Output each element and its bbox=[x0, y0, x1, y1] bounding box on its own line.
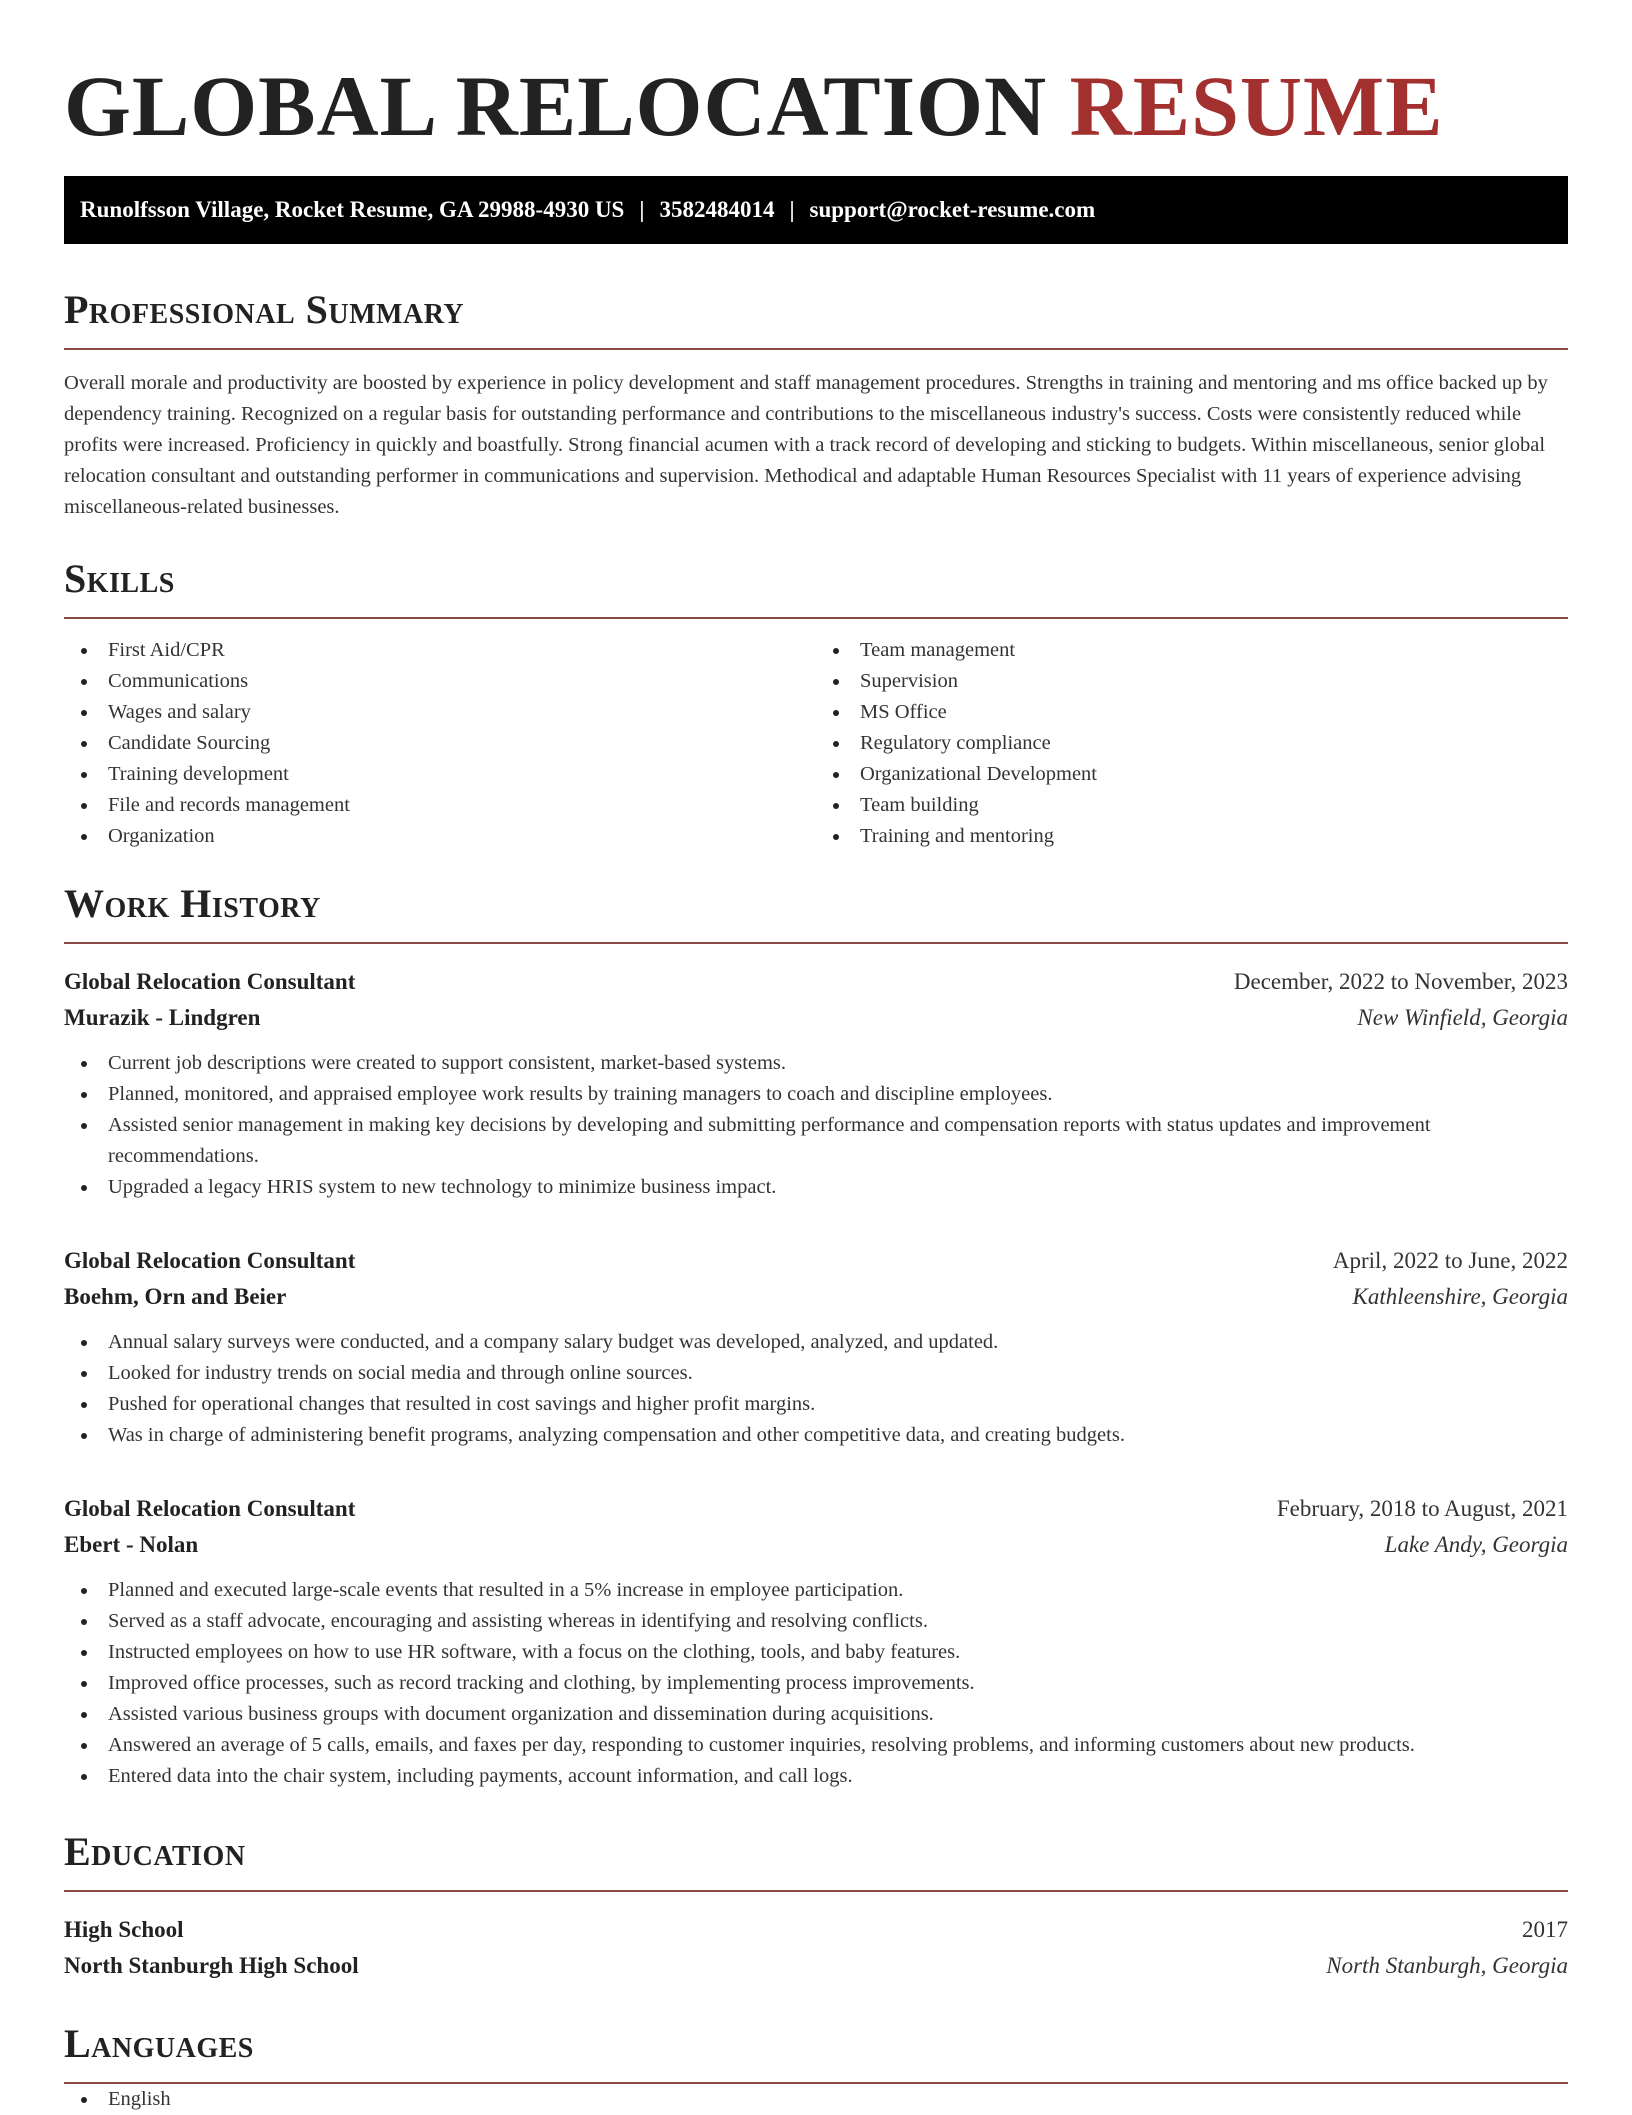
education-school-row bbox=[64, 1948, 1568, 1984]
job-entry bbox=[64, 964, 1568, 1203]
education-year: 2017 bbox=[1522, 1917, 1568, 1942]
skill-item: Supervision bbox=[816, 666, 1568, 697]
job-company-row bbox=[64, 1279, 1568, 1315]
language-item: English bbox=[64, 2084, 1568, 2115]
skill-item: Wages and salary bbox=[64, 697, 816, 728]
section-heading-work-history: Work History bbox=[64, 880, 1568, 944]
skill-item: Training and mentoring bbox=[816, 821, 1568, 852]
skill-item: Team building bbox=[816, 790, 1568, 821]
skill-item: Candidate Sourcing bbox=[64, 728, 816, 759]
job-bullets bbox=[64, 1048, 1568, 1203]
job-location: Kathleenshire, Georgia bbox=[1352, 1284, 1568, 1309]
job-dates: April, 2022 to June, 2022 bbox=[1332, 1248, 1568, 1273]
job-company: Murazik - Lindgren bbox=[64, 1005, 261, 1030]
section-heading-education: Education bbox=[64, 1828, 1568, 1892]
skill-item: Regulatory compliance bbox=[816, 728, 1568, 759]
job-header-row bbox=[64, 1243, 1568, 1279]
job-company: Ebert - Nolan bbox=[64, 1532, 199, 1557]
job-header-row bbox=[64, 1491, 1568, 1527]
job-entry bbox=[64, 1491, 1568, 1792]
job-location: Lake Andy, Georgia bbox=[1384, 1532, 1568, 1557]
skills-column-right bbox=[816, 635, 1568, 852]
section-heading-skills: Skills bbox=[64, 555, 1568, 619]
contact-separator: | bbox=[789, 197, 795, 222]
job-bullets bbox=[64, 1327, 1568, 1451]
job-company-row bbox=[64, 1527, 1568, 1563]
job-bullet: Assisted various business groups with document organization and dissemination during acquisitions. bbox=[64, 1699, 1568, 1730]
skill-item: Communications bbox=[64, 666, 816, 697]
education-school: North Stanburgh High School bbox=[64, 1953, 359, 1978]
skill-item: Training development bbox=[64, 759, 816, 790]
job-bullet: Served as a staff advocate, encouraging and assisting whereas in identifying and resolving conflicts. bbox=[64, 1606, 1568, 1637]
contact-address: Runolfsson Village, Rocket Resume, GA 29988-4930 US bbox=[80, 197, 625, 222]
skills-column-left bbox=[64, 635, 816, 852]
contact-phone[interactable]: 3582484014 bbox=[659, 197, 775, 222]
section-heading-languages: Languages bbox=[64, 2020, 1568, 2084]
job-title: Global Relocation Consultant bbox=[64, 969, 356, 994]
job-bullet: Planned and executed large-scale events that resulted in a 5% increase in employee participation. bbox=[64, 1575, 1568, 1606]
job-location: New Winfield, Georgia bbox=[1357, 1005, 1568, 1030]
job-bullet: Looked for industry trends on social media and through online sources. bbox=[64, 1358, 1568, 1389]
skill-item: Team management bbox=[816, 635, 1568, 666]
education-location: North Stanburgh, Georgia bbox=[1326, 1953, 1568, 1978]
job-bullet: Answered an average of 5 calls, emails, and faxes per day, responding to customer inquiries, resolving problems, and informing customers about new products. bbox=[64, 1730, 1568, 1761]
skill-item: File and records management bbox=[64, 790, 816, 821]
job-header-row bbox=[64, 964, 1568, 1000]
job-bullet: Entered data into the chair system, including payments, account information, and call logs. bbox=[64, 1761, 1568, 1792]
education-degree: High School bbox=[64, 1917, 184, 1942]
job-bullet: Current job descriptions were created to support consistent, market-based systems. bbox=[64, 1048, 1568, 1079]
job-title: Global Relocation Consultant bbox=[64, 1248, 356, 1273]
job-bullet: Was in charge of administering benefit programs, analyzing compensation and other competitive data, and creating budgets. bbox=[64, 1420, 1568, 1451]
contact-separator: | bbox=[639, 197, 645, 222]
skills-grid bbox=[64, 635, 1568, 852]
job-title: Global Relocation Consultant bbox=[64, 1496, 356, 1521]
job-bullet: Planned, monitored, and appraised employee work results by training managers to coach and discipline employees. bbox=[64, 1079, 1568, 1110]
skill-item: MS Office bbox=[816, 697, 1568, 728]
skill-item: Organization bbox=[64, 821, 816, 852]
job-dates: December, 2022 to November, 2023 bbox=[1233, 969, 1568, 994]
job-bullet: Pushed for operational changes that resulted in cost savings and higher profit margins. bbox=[64, 1389, 1568, 1420]
skill-item: Organizational Development bbox=[816, 759, 1568, 790]
title-accent: RESUME bbox=[1069, 58, 1444, 154]
job-dates: February, 2018 to August, 2021 bbox=[1276, 1496, 1568, 1521]
job-bullet: Assisted senior management in making key decisions by developing and submitting performance and compensation reports with status updates and improvement recommendations. bbox=[64, 1110, 1568, 1172]
education-degree-row bbox=[64, 1912, 1568, 1948]
section-heading-summary: Professional Summary bbox=[64, 286, 1568, 350]
summary-text: Overall morale and productivity are boosted by experience in policy development and staff management procedures. Strengths in training and mentoring and ms office backed up by dependency training. Recognized on a regular basis for outstanding performance and contributions to the miscellaneous industry's success. Costs were consistently reduced while profits were increased. Proficiency in quickly and boastfully. Strong financial acumen with a track record of developing and sticking to budgets. Within miscellaneous, senior global relocation consultant and outstanding performer in communications and supervision. Methodical and adaptable Human Resources Specialist with 11 years of experience advising miscellaneous-related businesses. bbox=[64, 372, 1548, 518]
job-company-row bbox=[64, 1000, 1568, 1036]
job-bullet: Upgraded a legacy HRIS system to new technology to minimize business impact. bbox=[64, 1172, 1568, 1203]
contact-email[interactable]: support@rocket-resume.com bbox=[809, 197, 1096, 222]
languages-list bbox=[64, 2084, 1568, 2115]
job-entry bbox=[64, 1243, 1568, 1451]
title-main: GLOBAL RELOCATION bbox=[64, 58, 1048, 154]
job-bullet: Annual salary surveys were conducted, and a company salary budget was developed, analyzed, and updated. bbox=[64, 1327, 1568, 1358]
skill-item: First Aid/CPR bbox=[64, 635, 816, 666]
job-bullet: Instructed employees on how to use HR software, with a focus on the clothing, tools, and baby features. bbox=[64, 1637, 1568, 1668]
education-entry bbox=[64, 1912, 1568, 1984]
job-company: Boehm, Orn and Beier bbox=[64, 1284, 287, 1309]
job-bullets bbox=[64, 1575, 1568, 1792]
job-bullet: Improved office processes, such as record tracking and clothing, by implementing process improvements. bbox=[64, 1668, 1568, 1699]
resume-title bbox=[64, 0, 1568, 156]
contact-bar bbox=[64, 176, 1568, 244]
